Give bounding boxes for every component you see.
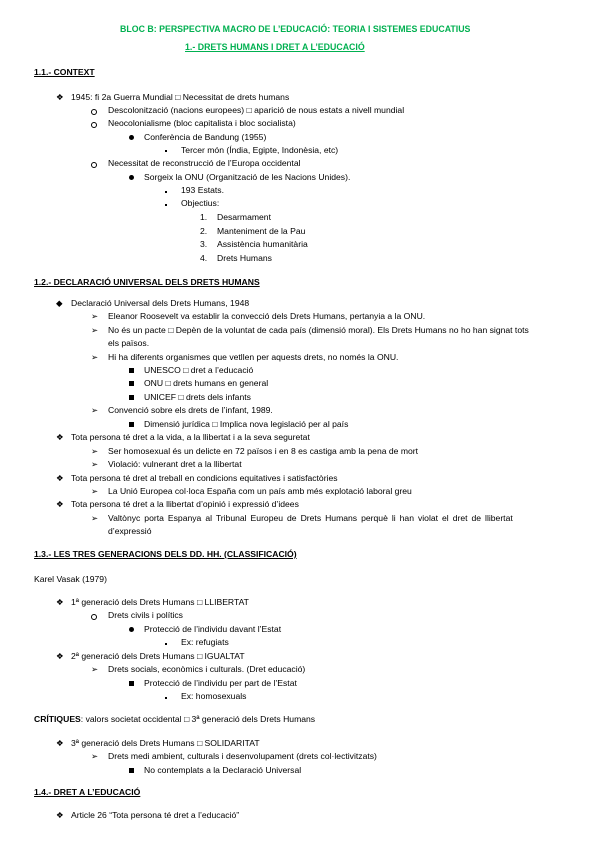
critiques-label: CRÍTIQUES — [34, 714, 81, 724]
objective-item: Desarmament — [217, 212, 271, 222]
list-item: Necessitat de reconstrucció de l’Europa occidental — [108, 158, 301, 168]
circle-bullet-icon — [91, 611, 97, 622]
arrow-bullet-icon: ➢ — [91, 325, 99, 335]
list-item: Tota persona té dret a la vida, a la llibertat i a la seva seguretat — [71, 432, 310, 442]
list-item: 2ª generació dels Drets Humans □ IGUALTAT — [71, 651, 245, 661]
diamond-bullet-icon: ❖ — [56, 738, 64, 748]
bloc-title: BLOC B: PERSPECTIVA MACRO DE L’EDUCACIÓ: TEORIA I SISTEMES EDUCATIUS — [120, 24, 471, 34]
objective-item: Manteniment de la Pau — [217, 226, 306, 236]
list-item: Protecció de l’individu per part de l’Estat — [144, 678, 297, 688]
diamond-bullet-icon: ❖ — [56, 432, 64, 442]
arrow-bullet-icon: ➢ — [91, 486, 99, 496]
list-item: Drets socials, econòmics i culturals. (Dret educació) — [108, 664, 306, 674]
topic-title: 1.- DRETS HUMANS I DRET A L’EDUCACIÓ — [185, 42, 365, 52]
list-item: Valtònyc porta Espanya al Tribunal Europeu de Drets Humans perquè li han violat el dret de llibertat — [108, 513, 513, 523]
list-item: Descolonització (nacions europees) □ aparició de nous estats a nivell mundial — [108, 105, 405, 115]
arrow-bullet-icon: ➢ — [91, 446, 99, 456]
list-item: Objectius: — [181, 198, 220, 208]
diamond-bullet-icon: ❖ — [56, 651, 64, 661]
diamond-bullet-icon: ❖ — [56, 810, 64, 820]
arrow-bullet-icon: ➢ — [91, 513, 99, 523]
list-item: Protecció de l’individu davant l’Estat — [144, 624, 282, 634]
section-heading-generacions: 1.3.- LES TRES GENERACIONS DELS DD. HH. (CLASSIFICACIÓ) — [34, 549, 297, 559]
square-bullet-icon — [129, 392, 134, 403]
list-item: Violació: vulnerant dret a la llibertat — [108, 459, 242, 469]
list-item: Tota persona té dret al treball en condicions equitatives i satisfactòries — [71, 473, 338, 483]
list-item: 1ª generació dels Drets Humans □ LLIBERTAT — [71, 597, 249, 607]
arrow-bullet-icon: ➢ — [91, 751, 99, 761]
list-item: Eleanor Roosevelt va establir la convecció dels Drets Humans, pertanyia a la ONU. — [108, 311, 426, 321]
list-item-continuation: d’expressió — [108, 526, 152, 536]
critiques-text: : valors societat occidental □ 3ª generació dels Drets Humans — [80, 714, 316, 724]
list-item: 193 Estats. — [181, 185, 224, 195]
list-item: Sorgeix la ONU (Organització de les Nacions Unides). — [144, 172, 351, 182]
list-item: Article 26 “Tota persona té dret a l’educació” — [71, 810, 240, 820]
list-item: Drets civils i polítics — [108, 610, 183, 620]
objective-number: 1. — [200, 212, 208, 222]
arrow-bullet-icon: ➢ — [91, 459, 99, 469]
square-bullet-icon — [129, 419, 134, 430]
section-heading-declaracio: 1.2.- DECLARACIÓ UNIVERSAL DELS DRETS HUMANS — [34, 277, 260, 287]
section-heading-dret-educacio: 1.4.- DRET A L’EDUCACIÓ — [34, 787, 141, 797]
list-item: No és un pacte □ Depèn de la voluntat de cada país (dimensió moral). Els Drets Humans no ho han signat tots — [108, 325, 529, 335]
small-square-bullet-icon — [165, 145, 167, 156]
list-item: Tota persona té dret a la llibertat d’opinió i expressió d’idees — [71, 499, 299, 509]
square-bullet-icon — [129, 678, 134, 689]
list-item: Conferència de Bandung (1955) — [144, 132, 267, 142]
list-item: Neocolonialisme (bloc capitalista i bloc socialista) — [108, 118, 296, 128]
section-heading-context: 1.1.- CONTEXT — [34, 67, 95, 77]
diamond-bullet-icon: ◆ — [56, 298, 63, 308]
dot-bullet-icon — [129, 132, 134, 143]
arrow-bullet-icon: ➢ — [91, 405, 99, 415]
small-square-bullet-icon — [165, 186, 167, 197]
list-item-continuation: els països. — [108, 338, 150, 348]
square-bullet-icon — [129, 765, 134, 776]
diamond-bullet-icon: ❖ — [56, 92, 64, 102]
list-item: Drets medi ambient, culturals i desenvolupament (drets col·lectivitzats) — [108, 751, 377, 761]
list-item: UNESCO □ dret a l’educació — [144, 365, 254, 375]
list-item: Tercer món (Índia, Egipte, Indonèsia, etc) — [181, 145, 339, 155]
arrow-bullet-icon: ➢ — [91, 352, 99, 362]
list-item: 3ª generació dels Drets Humans □ SOLIDARITAT — [71, 738, 260, 748]
list-item: Hi ha diferents organismes que vetllen per aquests drets, no només la ONU. — [108, 352, 399, 362]
list-item: UNICEF □ drets dels infants — [144, 392, 251, 402]
objective-number: 4. — [200, 253, 208, 263]
diamond-bullet-icon: ❖ — [56, 597, 64, 607]
objective-number: 2. — [200, 226, 208, 236]
list-item: Ser homosexual és un delicte en 72 països i en 8 es castiga amb la pena de mort — [108, 446, 419, 456]
arrow-bullet-icon: ➢ — [91, 664, 99, 674]
diamond-bullet-icon: ❖ — [56, 473, 64, 483]
small-square-bullet-icon — [165, 638, 167, 649]
list-item: Convenció sobre els drets de l’infant, 1989. — [108, 405, 273, 415]
list-item: La Unió Europea col·loca España com un país amb més explotació laboral greu — [108, 486, 412, 496]
circle-bullet-icon — [91, 159, 97, 170]
objective-item: Assistència humanitària — [217, 239, 308, 249]
list-item: Dimensió jurídica □ Implica nova legislació per al país — [144, 419, 349, 429]
small-square-bullet-icon — [165, 692, 167, 703]
objective-number: 3. — [200, 239, 208, 249]
arrow-bullet-icon: ➢ — [91, 311, 99, 321]
diamond-bullet-icon: ❖ — [56, 499, 64, 509]
square-bullet-icon — [129, 378, 134, 389]
circle-bullet-icon — [91, 106, 97, 117]
list-item: Ex: refugiats — [181, 637, 229, 647]
author-line: Karel Vasak (1979) — [34, 574, 107, 584]
list-item: ONU □ drets humans en general — [144, 378, 269, 388]
list-item: 1945: fi 2a Guerra Mundial □ Necessitat de drets humans — [71, 92, 290, 102]
circle-bullet-icon — [91, 119, 97, 130]
objective-item: Drets Humans — [217, 253, 272, 263]
dot-bullet-icon — [129, 624, 134, 635]
critiques-line — [34, 714, 315, 725]
list-item: Declaració Universal dels Drets Humans, 1948 — [71, 298, 250, 308]
square-bullet-icon — [129, 365, 134, 376]
dot-bullet-icon — [129, 172, 134, 183]
list-item: Ex: homosexuals — [181, 691, 247, 701]
small-square-bullet-icon — [165, 199, 167, 210]
list-item: No contemplats a la Declaració Universal — [144, 765, 302, 775]
